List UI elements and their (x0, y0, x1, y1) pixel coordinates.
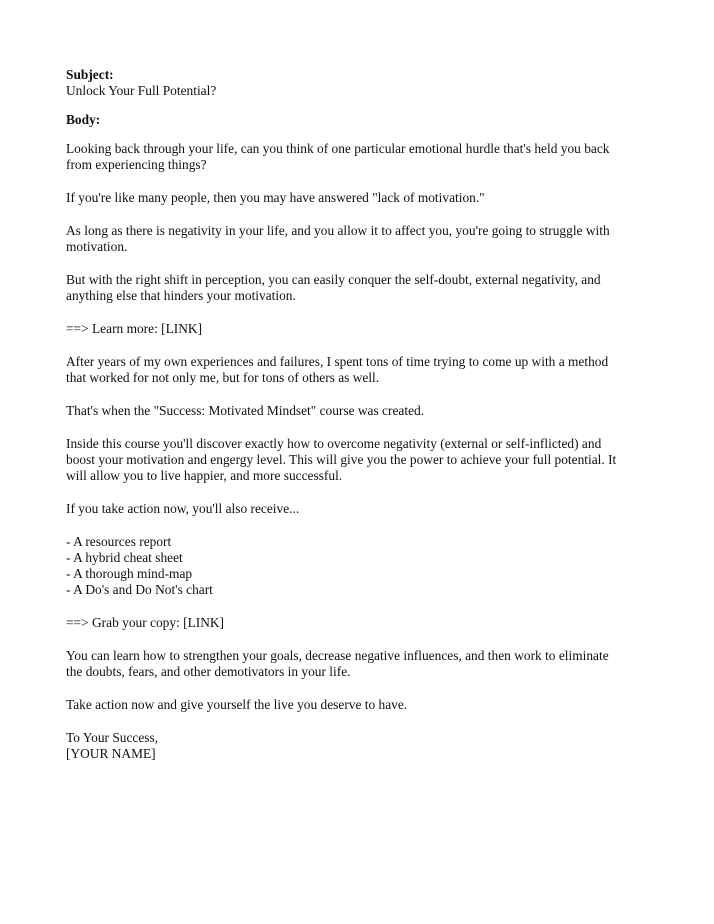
body-label: Body: (66, 112, 101, 127)
body-line: To Your Success, (66, 730, 159, 745)
body-paragraph (66, 534, 656, 598)
body-paragraph (66, 648, 656, 680)
body-paragraph (66, 436, 656, 484)
body-line: [YOUR NAME] (66, 746, 156, 761)
body-line: ==> Learn more: [LINK] (66, 321, 203, 336)
body-line: If you're like many people, then you may have answered "lack of motivation." (66, 190, 485, 205)
body-paragraph (66, 730, 656, 762)
body-paragraph (66, 321, 656, 337)
body-paragraph (66, 501, 656, 517)
body-line: Looking back through your life, can you think of one particular emotional hurdle that's held you back (66, 141, 610, 156)
body-line: But with the right shift in perception, you can easily conquer the self-doubt, external negativity, and (66, 272, 601, 287)
body-line: You can learn how to strengthen your goals, decrease negative influences, and then work to eliminate (66, 648, 609, 663)
body-line: Take action now and give yourself the live you deserve to have. (66, 697, 408, 712)
body-paragraph (66, 141, 656, 173)
body-line: After years of my own experiences and failures, I spent tons of time trying to come up with a method (66, 354, 609, 369)
body-line: motivation. (66, 239, 128, 254)
email-content (66, 67, 656, 762)
body-line: - A hybrid cheat sheet (66, 550, 183, 565)
body-line: - A resources report (66, 534, 172, 549)
email-body (66, 141, 656, 762)
body-paragraph (66, 223, 656, 255)
subject-line: Unlock Your Full Potential? (66, 83, 217, 98)
body-paragraph (66, 615, 656, 631)
body-line: Inside this course you'll discover exactly how to overcome negativity (external or self-inflicted) and (66, 436, 602, 451)
body-line: that worked for not only me, but for tons of others as well. (66, 370, 380, 385)
body-line: will allow you to live happier, and more successful. (66, 468, 343, 483)
body-line: the doubts, fears, and other demotivators in your life. (66, 664, 351, 679)
body-paragraph (66, 272, 656, 304)
body-paragraph (66, 697, 656, 713)
body-line: boost your motivation and engergy level. This will give you the power to achieve your full potential. It (66, 452, 617, 467)
body-line: As long as there is negativity in your life, and you allow it to affect you, you're going to struggle with (66, 223, 610, 238)
body-line: - A Do's and Do Not's chart (66, 582, 213, 597)
body-paragraph (66, 403, 656, 419)
body-line: That's when the "Success: Motivated Mindset" course was created. (66, 403, 425, 418)
subject-label: Subject: (66, 67, 114, 82)
body-line: from experiencing things? (66, 157, 207, 172)
body-line: If you take action now, you'll also receive... (66, 501, 300, 516)
body-line: anything else that hinders your motivation. (66, 288, 296, 303)
body-line: ==> Grab your copy: [LINK] (66, 615, 225, 630)
body-line: - A thorough mind-map (66, 566, 193, 581)
body-paragraph (66, 354, 656, 386)
body-paragraph (66, 190, 656, 206)
